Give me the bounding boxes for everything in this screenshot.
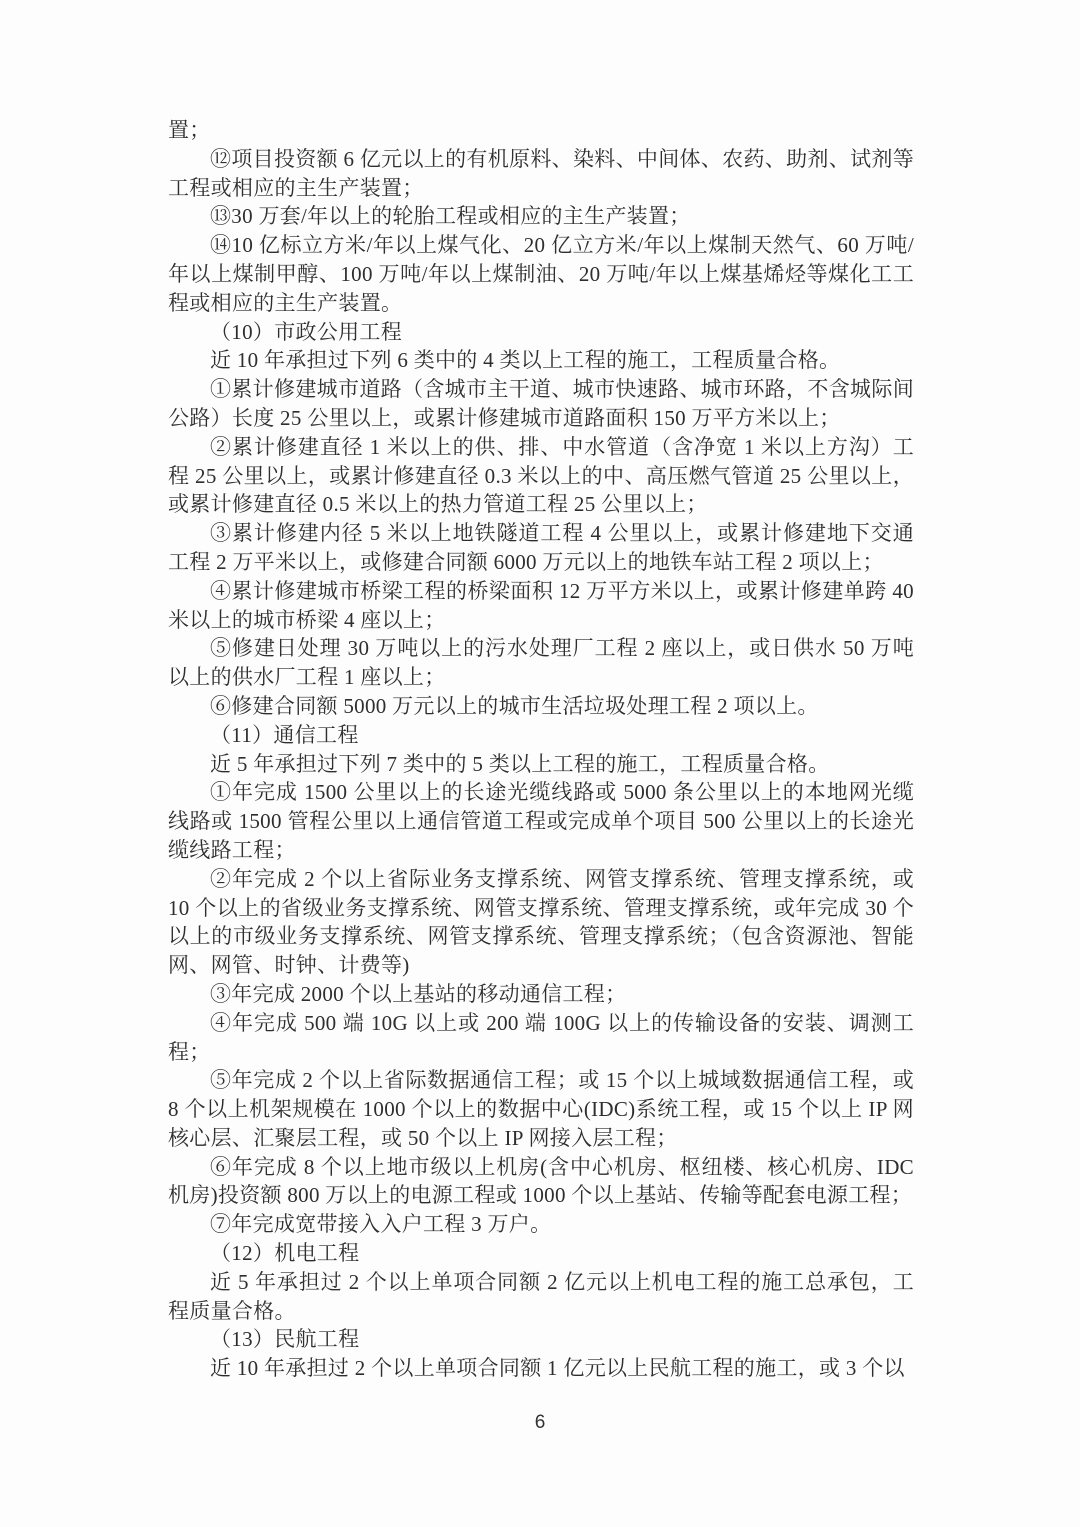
- paragraph: ③年完成 2000 个以上基站的移动通信工程；: [210, 981, 627, 1006]
- paragraph: ④累计修建城市桥梁工程的桥梁面积 12 万平方米以上，或累计修建单跨 40 米以上的城市桥梁 4 座以上；: [168, 578, 914, 632]
- paragraph: 近 5 年承担过 2 个以上单项合同额 2 亿元以上机电工程的施工总承包，工程质量合格。: [168, 1269, 914, 1323]
- paragraph: ①年完成 1500 公里以上的长途光缆线路或 5000 条公里以上的本地网光缆线路或 1500 管程公里以上通信管道工程或完成单个项目 500 公里以上的长途光缆线路工程；: [168, 780, 914, 862]
- paragraph: ④年完成 500 端 10G 以上或 200 端 100G 以上的传输设备的安装、调测工程；: [168, 1010, 914, 1064]
- paragraph: ⑥修建合同额 5000 万元以上的城市生活垃圾处理工程 2 项以上。: [210, 693, 819, 718]
- paragraph: （11）通信工程: [210, 722, 359, 747]
- paragraph: ③累计修建内径 5 米以上地铁隧道工程 4 公里以上，或累计修建地下交通工程 2 万平米以上，或修建合同额 6000 万元以上的地铁车站工程 2 项以上；: [168, 521, 914, 574]
- paragraph: ②累计修建直径 1 米以上的供、排、中水管道（含净宽 1 米以上方沟）工程 25 公里以上，或累计修建直径 0.3 米以上的中、高压燃气管道 25 公里以上，或累计修建直径 0.5 米以上的热力管道工程 25 公里以上；: [168, 434, 914, 517]
- paragraph: 置；: [168, 118, 211, 142]
- document-body: [168, 116, 914, 1383]
- paragraph: ⑤年完成 2 个以上省际数据通信工程；或 15 个以上城域数据通信工程，或 8 个以上机架规模在 1000 个以上的数据中心(IDC)系统工程，或 15 个以上 IP 网核心层、汇聚层工程，或 50 个以上 IP 网接入层工程；: [168, 1068, 914, 1150]
- paragraph: ⑫项目投资额 6 亿元以上的有机原料、染料、中间体、农药、助剂、试剂等工程或相应的主生产装置；: [168, 146, 914, 200]
- paragraph: （13）民航工程: [210, 1327, 360, 1352]
- paragraph: （12）机电工程: [210, 1241, 360, 1266]
- paragraph: ①累计修建城市道路（含城市主干道、城市快速路、城市环路，不含城际间公路）长度 25 公里以上，或累计修建城市道路面积 150 万平方米以上；: [168, 377, 914, 430]
- paragraph: ⑤修建日处理 30 万吨以上的污水处理厂工程 2 座以上，或日供水 50 万吨以上的供水厂工程 1 座以上；: [168, 636, 914, 690]
- paragraph: 近 10 年承担过下列 6 类中的 4 类以上工程的施工，工程质量合格。: [210, 348, 841, 373]
- paragraph: ⑭10 亿标立方米/年以上煤气化、20 亿立方米/年以上煤制天然气、60 万吨/年以上煤制甲醇、100 万吨/年以上煤制油、20 万吨/年以上煤基烯烃等煤化工工程或相应的主生产装置。: [168, 233, 914, 315]
- paragraph: ⑥年完成 8 个以上地市级以上机房(含中心机房、枢纽楼、核心机房、IDC 机房)投资额 800 万以上的电源工程或 1000 个以上基站、传输等配套电源工程；: [168, 1154, 914, 1208]
- page-number: 6: [534, 1412, 546, 1433]
- paragraph: 近 10 年承担过 2 个以上单项合同额 1 亿元以上民航工程的施工，或 3 个以: [210, 1356, 905, 1381]
- paragraph: ⑬30 万套/年以上的轮胎工程或相应的主生产装置；: [210, 204, 691, 229]
- paragraph: ⑦年完成宽带接入入户工程 3 万户。: [210, 1212, 552, 1237]
- paragraph: ②年完成 2 个以上省际业务支撑系统、网管支撑系统、管理支撑系统，或 10 个以上的省级业务支撑系统、网管支撑系统、管理支撑系统，或年完成 30 个以上的市级业务支撑系统、网管支撑系统、管理支撑系统；（包含资源池、智能网、网管、时钟、计费等): [168, 866, 914, 978]
- paragraph: 近 5 年承担过下列 7 类中的 5 类以上工程的施工，工程质量合格。: [210, 751, 830, 776]
- paragraph: （10）市政公用工程: [210, 319, 402, 344]
